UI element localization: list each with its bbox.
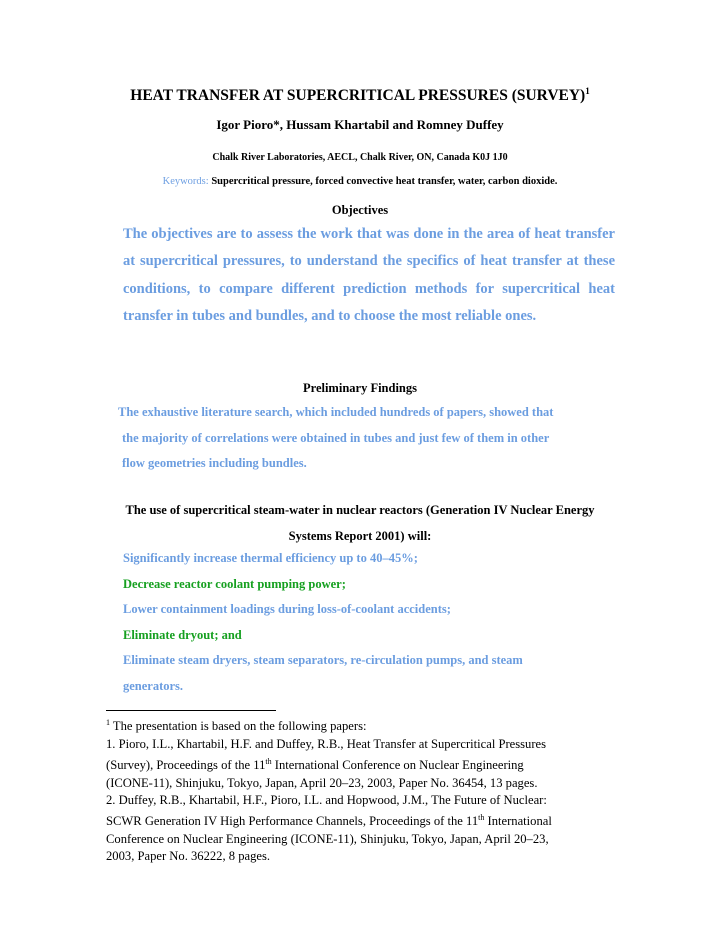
reference-line: 1. Pioro, I.L., Khartabil, H.F. and Duffey, R.B., Heat Transfer at Supercritical Pressures [106,736,547,751]
findings-line: The exhaustive literature search, which included hundreds of papers, showed that [118,405,554,419]
keywords-text: Supercritical pressure, forced convective heat transfer, water, carbon dioxide. [211,176,558,187]
objectives-heading: Objectives [331,203,389,217]
footnote-intro-text: The presentation is based on the following papers: [110,719,367,734]
benefit-item: Eliminate dryout; and [123,627,242,642]
authors: Igor Pioro*, Hussam Khartabil and Romney Duffey [216,117,504,132]
reference-line: Conference on Nuclear Engineering (ICONE-11), Shinjuku, Tokyo, Japan, April 20–23, [106,832,549,846]
findings-paragraph [118,400,618,477]
reference-line: (ICONE-11), Shinjuku, Tokyo, Japan, April 20–23, 2003, Paper No. 36454, 13 pages. [106,775,538,790]
findings-line: flow geometries including bundles. [122,456,307,471]
benefit-item: generators. [123,678,184,693]
reference-line [106,753,616,775]
objectives-paragraph: The objectives are to assess the work that was done in the area of heat transfer at supercritical pressures, to understand the specifics of heat transfer at these conditions, to compare different prediction methods for supercritical heat transfer in tubes and bundles, and to choose the most reliable ones. [123,226,615,325]
benefit-item: Lower containment loadings during loss-of-coolant accidents; [123,602,451,616]
ordinal-sup: th [265,757,272,766]
reference-line: 2003, Paper No. 36222, 8 pages. [106,849,271,864]
benefit-item: Decrease reactor coolant pumping power; [123,576,346,591]
reference-text: International [484,814,552,829]
findings-line: the majority of correlations were obtained in tubes and just few of them in other [122,430,550,445]
reference-text: International Conference on Nuclear Engineering [271,758,524,773]
reference-text: SCWR Generation IV High Performance Channels, Proceedings of the 11 [106,814,479,829]
footnote-divider [106,710,276,711]
footnote-intro [106,714,616,736]
benefit-item: Eliminate steam dryers, steam separators, re-circulation pumps, and steam [123,653,523,667]
findings-heading: Preliminary Findings [302,381,417,395]
reference-text: (Survey), Proceedings of the 11 [106,758,266,773]
use-heading: The use of supercritical steam-water in nuclear reactors (Generation IV Nuclear Energy Systems Report 2001) will: [125,503,595,543]
title-footnote-mark: 1 [585,86,590,96]
keywords-line [0,176,720,187]
footnote-mark: 1 [106,718,110,727]
keywords-label: Keywords: [162,176,209,187]
paper-title [0,86,720,105]
title-text: HEAT TRANSFER AT SUPERCRITICAL PRESSURES (SURVEY) [130,87,586,105]
reference-line [106,809,616,831]
benefits-list [123,546,603,699]
benefit-item: Significantly increase thermal efficiency up to 40–45%; [123,551,418,565]
reference-line: 2. Duffey, R.B., Khartabil, H.F., Pioro, I.L. and Hopwood, J.M., The Future of Nuclear: [106,793,547,807]
footnote [106,714,616,866]
ordinal-sup: th [478,813,485,823]
affiliation: Chalk River Laboratories, AECL, Chalk River, ON, Canada K0J 1J0 [212,152,508,163]
